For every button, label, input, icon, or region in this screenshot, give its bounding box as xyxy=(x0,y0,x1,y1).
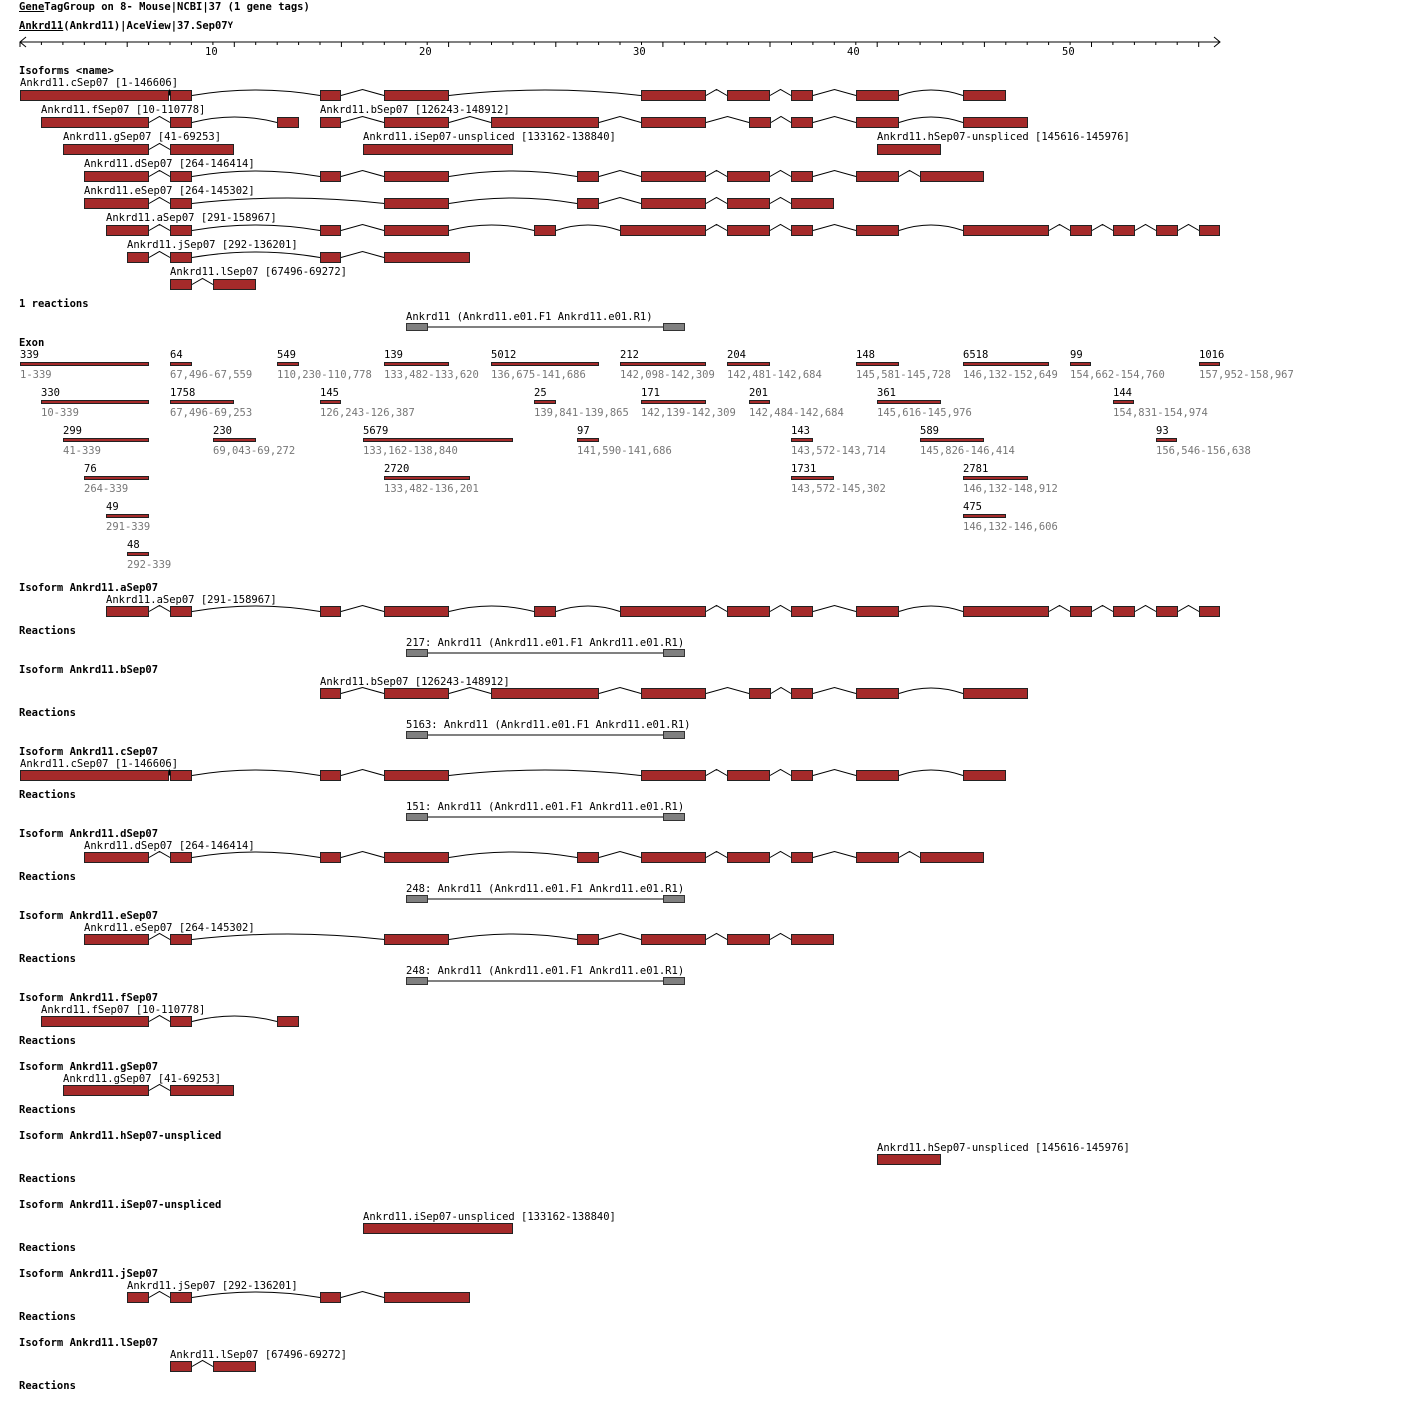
exon-range[interactable]: 156,546-156,638 xyxy=(1156,445,1251,457)
exon-length[interactable]: 475 xyxy=(963,501,982,513)
reaction-label[interactable]: 248: Ankrd11 (Ankrd11.e01.F1 Ankrd11.e01.R1) xyxy=(406,965,685,977)
isoform-label-j[interactable]: Ankrd11.jSep07 [292-136201] xyxy=(127,239,298,251)
isoform-label-a[interactable]: Ankrd11.aSep07 [291-158967] xyxy=(106,212,277,224)
exon-range[interactable]: 139,841-139,865 xyxy=(534,407,629,419)
scale-tick-label: 10 xyxy=(205,46,218,58)
overview-isoform-b-introns xyxy=(341,117,963,123)
exon-range[interactable]: 146,132-146,606 xyxy=(963,521,1058,533)
exon-range[interactable]: 133,482-133,620 xyxy=(384,369,479,381)
exon-range[interactable]: 141,590-141,686 xyxy=(577,445,672,457)
exon-length[interactable]: 148 xyxy=(856,349,875,361)
isoform-label-f[interactable]: Ankrd11.fSep07 [10-110778] xyxy=(41,104,206,116)
reactions-heading: Reactions xyxy=(19,1242,76,1254)
exon-range[interactable]: 10-339 xyxy=(41,407,79,419)
exon-length[interactable]: 171 xyxy=(641,387,660,399)
scale-tick-label: 50 xyxy=(1062,46,1075,58)
isoform-label-h[interactable]: Ankrd11.hSep07-unspliced [145616-145976] xyxy=(877,1142,1130,1154)
overview-isoform-c-introns xyxy=(169,90,963,96)
exon-range[interactable]: 143,572-145,302 xyxy=(791,483,886,495)
exon-length[interactable]: 145 xyxy=(320,387,339,399)
isoform-label-e[interactable]: Ankrd11.eSep07 [264-145302] xyxy=(84,922,255,934)
scale-tick-label: 20 xyxy=(419,46,432,58)
exon-length[interactable]: 5679 xyxy=(363,425,389,437)
exon-length[interactable]: 64 xyxy=(170,349,183,361)
detail-isoform-b-introns xyxy=(341,688,963,694)
exon-range[interactable]: 142,098-142,309 xyxy=(620,369,715,381)
exon-range[interactable]: 136,675-141,686 xyxy=(491,369,586,381)
exon-length[interactable]: 2720 xyxy=(384,463,410,475)
exon-range[interactable]: 142,481-142,684 xyxy=(727,369,822,381)
overview-isoform-g-introns xyxy=(149,144,170,150)
exon-range[interactable]: 291-339 xyxy=(106,521,151,533)
isoform-label-g[interactable]: Ankrd11.gSep07 [41-69253] xyxy=(63,131,222,143)
exon-range[interactable]: 145,826-146,414 xyxy=(920,445,1015,457)
isoform-label-h[interactable]: Ankrd11.hSep07-unspliced [145616-145976] xyxy=(877,131,1130,143)
detail-isoform-l-introns xyxy=(192,1361,213,1367)
isoform-label-c[interactable]: Ankrd11.cSep07 [1-146606] xyxy=(20,77,179,89)
subtitle-text: (Ankrd11)|AceView|37.Sep07 xyxy=(63,20,228,32)
isoform-label-l[interactable]: Ankrd11.lSep07 [67496-69272] xyxy=(170,266,348,278)
scale-tick-label: 40 xyxy=(847,46,860,58)
exon-range[interactable]: 142,484-142,684 xyxy=(749,407,844,419)
exon-range[interactable]: 67,496-69,253 xyxy=(170,407,253,419)
exon-length[interactable]: 361 xyxy=(877,387,896,399)
reactions-heading: Reactions xyxy=(19,1311,76,1323)
exon-length[interactable]: 201 xyxy=(749,387,768,399)
detail-isoform-d-introns xyxy=(149,852,920,858)
exon-range[interactable]: 133,482-136,201 xyxy=(384,483,479,495)
exon-length[interactable]: 99 xyxy=(1070,349,1083,361)
exon-range[interactable]: 145,616-145,976 xyxy=(877,407,972,419)
reactions-heading: 1 reactions xyxy=(19,298,89,310)
detail-isoform-a-introns xyxy=(149,606,1199,612)
exon-length[interactable]: 330 xyxy=(41,387,60,399)
isoform-label-i[interactable]: Ankrd11.iSep07-unspliced [133162-138840] xyxy=(363,131,616,143)
exon-length[interactable]: 1731 xyxy=(791,463,817,475)
isoform-section-heading: Isoform Ankrd11.jSep07 xyxy=(19,1268,159,1280)
isoform-section-heading: Isoform Ankrd11.bSep07 xyxy=(19,664,159,676)
isoform-label-e[interactable]: Ankrd11.eSep07 [264-145302] xyxy=(84,185,255,197)
overview-isoform-a-introns xyxy=(149,225,1199,231)
tag-mark: Y xyxy=(227,21,234,31)
exon-length[interactable]: 2781 xyxy=(963,463,989,475)
exon-range[interactable]: 143,572-143,714 xyxy=(791,445,886,457)
isoform-label-f[interactable]: Ankrd11.fSep07 [10-110778] xyxy=(41,1004,206,1016)
reactions-heading: Reactions xyxy=(19,625,76,637)
exon-length[interactable]: 339 xyxy=(20,349,39,361)
gene-link[interactable]: Gene xyxy=(19,1,45,13)
exon-range[interactable]: 145,581-145,728 xyxy=(856,369,951,381)
reaction-label[interactable]: 5163: Ankrd11 (Ankrd11.e01.F1 Ankrd11.e01.R1) xyxy=(406,719,691,731)
exon-range[interactable]: 146,132-148,912 xyxy=(963,483,1058,495)
overview-isoform-d-introns xyxy=(149,171,920,177)
detail-isoform-e-introns xyxy=(149,934,791,940)
isoform-label-c[interactable]: Ankrd11.cSep07 [1-146606] xyxy=(20,758,179,770)
exon-length[interactable]: 97 xyxy=(577,425,590,437)
isoform-label-j[interactable]: Ankrd11.jSep07 [292-136201] xyxy=(127,1280,298,1292)
exon-length[interactable]: 49 xyxy=(106,501,119,513)
reactions-heading: Reactions xyxy=(19,1035,76,1047)
isoform-section-heading: Isoform Ankrd11.lSep07 xyxy=(19,1337,159,1349)
exon-range[interactable]: 146,132-152,649 xyxy=(963,369,1058,381)
exon-range[interactable]: 133,162-138,840 xyxy=(363,445,458,457)
overview-isoform-j-introns xyxy=(149,252,384,258)
isoform-label-d[interactable]: Ankrd11.dSep07 [264-146414] xyxy=(84,158,255,170)
reactions-heading: Reactions xyxy=(19,1380,76,1392)
reaction-label[interactable]: 151: Ankrd11 (Ankrd11.e01.F1 Ankrd11.e01.R1) xyxy=(406,801,685,813)
exon-length[interactable]: 76 xyxy=(84,463,97,475)
exon-length[interactable]: 143 xyxy=(791,425,810,437)
scale-tick-label: 30 xyxy=(633,46,646,58)
detail-isoform-j-introns xyxy=(149,1292,384,1298)
exon-length[interactable]: 144 xyxy=(1113,387,1132,399)
exon-range[interactable]: 41-339 xyxy=(63,445,101,457)
exon-range[interactable]: 69,043-69,272 xyxy=(213,445,296,457)
exon-length[interactable]: 299 xyxy=(63,425,82,437)
exon-length[interactable]: 5012 xyxy=(491,349,517,361)
exon-length[interactable]: 1016 xyxy=(1199,349,1225,361)
exon-range[interactable]: 292-339 xyxy=(127,559,172,571)
isoform-section-heading: Isoform Ankrd11.aSep07 xyxy=(19,582,159,594)
isoform-label-l[interactable]: Ankrd11.lSep07 [67496-69272] xyxy=(170,1349,348,1361)
reactions-heading: Reactions xyxy=(19,953,76,965)
overview-isoform-e-introns xyxy=(149,198,791,204)
reaction-label[interactable]: Ankrd11 (Ankrd11.e01.F1 Ankrd11.e01.R1) xyxy=(406,311,653,323)
isoform-section-heading: Isoform Ankrd11.dSep07 xyxy=(19,828,159,840)
exon-range[interactable]: 110,230-110,778 xyxy=(277,369,372,381)
exon-range[interactable]: 154,831-154,974 xyxy=(1113,407,1208,419)
overview-isoform-f-introns xyxy=(149,117,277,123)
detail-isoform-c-introns xyxy=(169,770,963,776)
isoform-label-b[interactable]: Ankrd11.bSep07 [126243-148912] xyxy=(320,676,510,688)
isoform-label-i[interactable]: Ankrd11.iSep07-unspliced [133162-138840] xyxy=(363,1211,616,1223)
isoform-label-g[interactable]: Ankrd11.gSep07 [41-69253] xyxy=(63,1073,222,1085)
isoforms-heading: Isoforms <name> xyxy=(19,65,114,77)
exon-length[interactable]: 230 xyxy=(213,425,232,437)
exon-range[interactable]: 1-339 xyxy=(20,369,52,381)
detail-isoform-f-introns xyxy=(149,1016,277,1022)
exon-length[interactable]: 93 xyxy=(1156,425,1169,437)
isoform-label-d[interactable]: Ankrd11.dSep07 [264-146414] xyxy=(84,840,255,852)
isoform-section-heading: Isoform Ankrd11.hSep07-unspliced xyxy=(19,1130,222,1142)
isoform-section-heading: Isoform Ankrd11.eSep07 xyxy=(19,910,159,922)
exon-range[interactable]: 142,139-142,309 xyxy=(641,407,736,419)
title-text: TagGroup on 8- Mouse|NCBI|37 (1 gene tags) xyxy=(44,1,310,13)
isoform-label-b[interactable]: Ankrd11.bSep07 [126243-148912] xyxy=(320,104,510,116)
exon-length[interactable]: 6518 xyxy=(963,349,989,361)
exon-length[interactable]: 1758 xyxy=(170,387,196,399)
reactions-heading: Reactions xyxy=(19,1104,76,1116)
overview-isoform-l-introns xyxy=(192,279,213,285)
exon-length[interactable]: 204 xyxy=(727,349,746,361)
reactions-heading: Reactions xyxy=(19,1173,76,1185)
exon-length[interactable]: 589 xyxy=(920,425,939,437)
exon-range[interactable]: 154,662-154,760 xyxy=(1070,369,1165,381)
exon-length[interactable]: 48 xyxy=(127,539,140,551)
reactions-heading: Reactions xyxy=(19,871,76,883)
isoform-section-heading: Isoform Ankrd11.cSep07 xyxy=(19,746,159,758)
exon-length[interactable]: 212 xyxy=(620,349,639,361)
reactions-heading: Reactions xyxy=(19,707,76,719)
scale-ticks xyxy=(20,42,1199,47)
ankrd11-link[interactable]: Ankrd11 xyxy=(19,20,64,32)
reaction-label[interactable]: 248: Ankrd11 (Ankrd11.e01.F1 Ankrd11.e01.R1) xyxy=(406,883,685,895)
exon-length[interactable]: 139 xyxy=(384,349,403,361)
exon-range[interactable]: 157,952-158,967 xyxy=(1199,369,1294,381)
exon-length[interactable]: 25 xyxy=(534,387,547,399)
exon-heading: Exon xyxy=(19,337,45,349)
exon-range[interactable]: 67,496-67,559 xyxy=(170,369,253,381)
reaction-label[interactable]: 217: Ankrd11 (Ankrd11.e01.F1 Ankrd11.e01.R1) xyxy=(406,637,685,649)
detail-isoform-g-introns xyxy=(149,1085,170,1091)
reactions-heading: Reactions xyxy=(19,789,76,801)
isoform-section-heading: Isoform Ankrd11.fSep07 xyxy=(19,992,159,1004)
exon-range[interactable]: 264-339 xyxy=(84,483,129,495)
exon-length[interactable]: 549 xyxy=(277,349,296,361)
exon-range[interactable]: 126,243-126,387 xyxy=(320,407,415,419)
isoform-label-a[interactable]: Ankrd11.aSep07 [291-158967] xyxy=(106,594,277,606)
isoform-section-heading: Isoform Ankrd11.gSep07 xyxy=(19,1061,159,1073)
isoform-section-heading: Isoform Ankrd11.iSep07-unspliced xyxy=(19,1199,222,1211)
